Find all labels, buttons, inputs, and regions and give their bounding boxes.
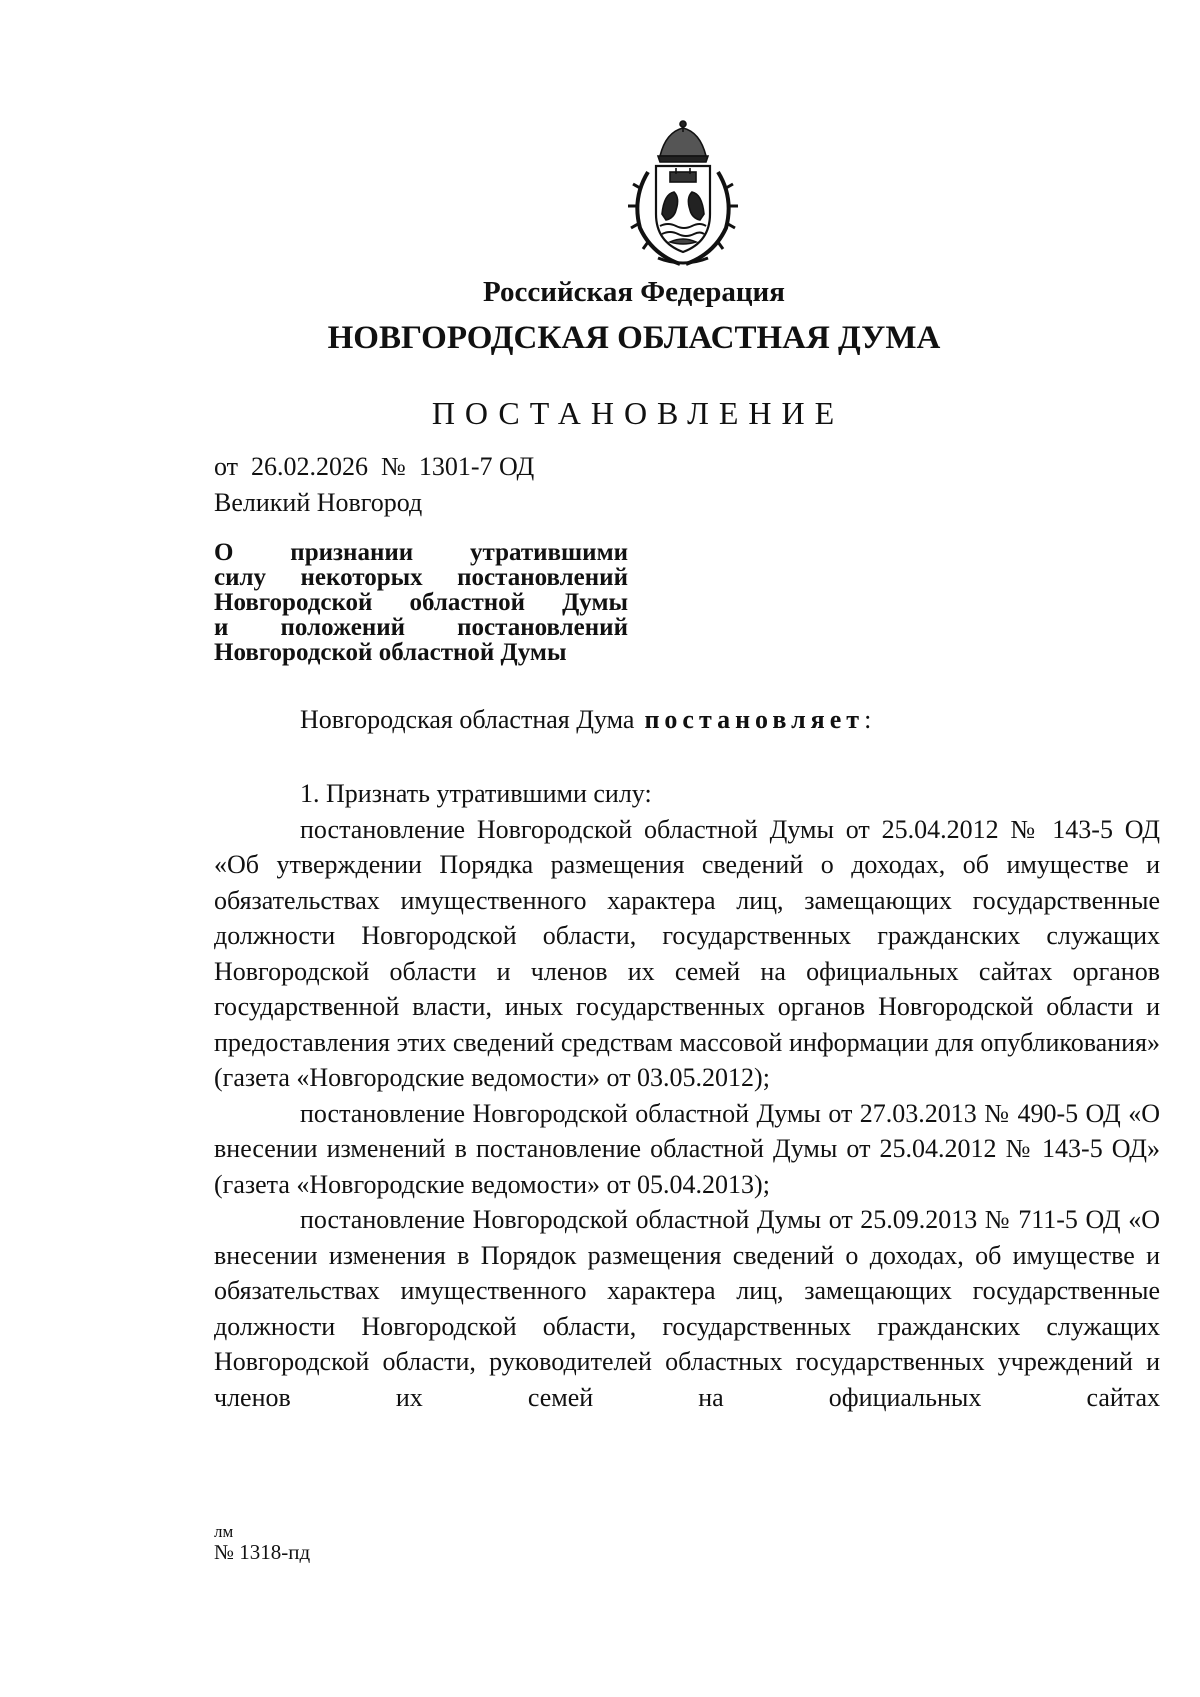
organization-name: НОВГОРОДСКАЯ ОБЛАСТНАЯ ДУМА <box>327 320 941 356</box>
registration-number: № 1318-пд <box>214 1540 311 1564</box>
document-body <box>214 776 1160 1415</box>
document-subject <box>214 540 628 665</box>
footer-mark <box>214 1522 310 1562</box>
country-name: Российская Федерация <box>483 276 785 308</box>
document-city: Великий Новгород <box>214 488 423 517</box>
decree-verb: постановляет <box>644 705 865 734</box>
date-line <box>214 452 534 482</box>
body-paragraph: постановление Новгородской областной Думы от 25.04.2012 № 143-5 ОД «Об утверждении Порядка размещения сведений о доходах, об имуществе и обязательствах имущественного характера лиц, замещающих государственные должности Новгородской области, государственных гражданских служащих Новгородской области и членов их семей на официальных сайтах органов государственной власти, иных государственных органов Новгородской области и предоставления этих сведений средствам массовой информации для опубликования» (газета «Новгородские ведомости» от 03.05.2012); <box>214 814 1160 1092</box>
coat-of-arms-icon <box>618 118 748 268</box>
subject-line: О признании утратившими <box>214 539 628 566</box>
date-prefix: от <box>214 452 239 481</box>
number-sign: № <box>381 452 406 481</box>
subject-line: и положений постановлений <box>214 614 628 641</box>
decree-line <box>300 705 871 735</box>
decree-subject: Новгородская областная Дума <box>300 705 635 734</box>
body-paragraph: постановление Новгородской областной Думы от 27.03.2013 № 490-5 ОД «О внесении изменений в постановление областной Думы от 25.04.2012 № 143-5 ОД» (газета «Новгородские ведомости» от 05.04.2013); <box>214 1098 1160 1199</box>
subject-line: Новгородской областной Думы <box>214 639 567 666</box>
subject-line: силу некоторых постановлений <box>214 564 628 591</box>
subject-line: Новгородской областной Думы <box>214 589 628 616</box>
document-number: 1301-7 ОД <box>418 452 535 481</box>
executor-initials: лм <box>214 1522 234 1541</box>
body-paragraph: постановление Новгородской областной Думы от 25.09.2013 № 711-5 ОД «О внесении изменения в Порядок размещения сведений о доходах, об имуществе и обязательствах имущественного характера лиц, замещающих государственные должности Новгородской области, государственных гражданских служащих Новгородской области, руководителей областных государственных учреждений и членов их семей на официальных сайтах <box>214 1205 1160 1412</box>
document-type: ПОСТАНОВЛЕНИЕ <box>431 395 845 431</box>
document-date: 26.02.2026 <box>251 452 369 481</box>
decree-colon: : <box>864 705 872 734</box>
body-paragraph: 1. Признать утратившими силу: <box>300 779 652 808</box>
